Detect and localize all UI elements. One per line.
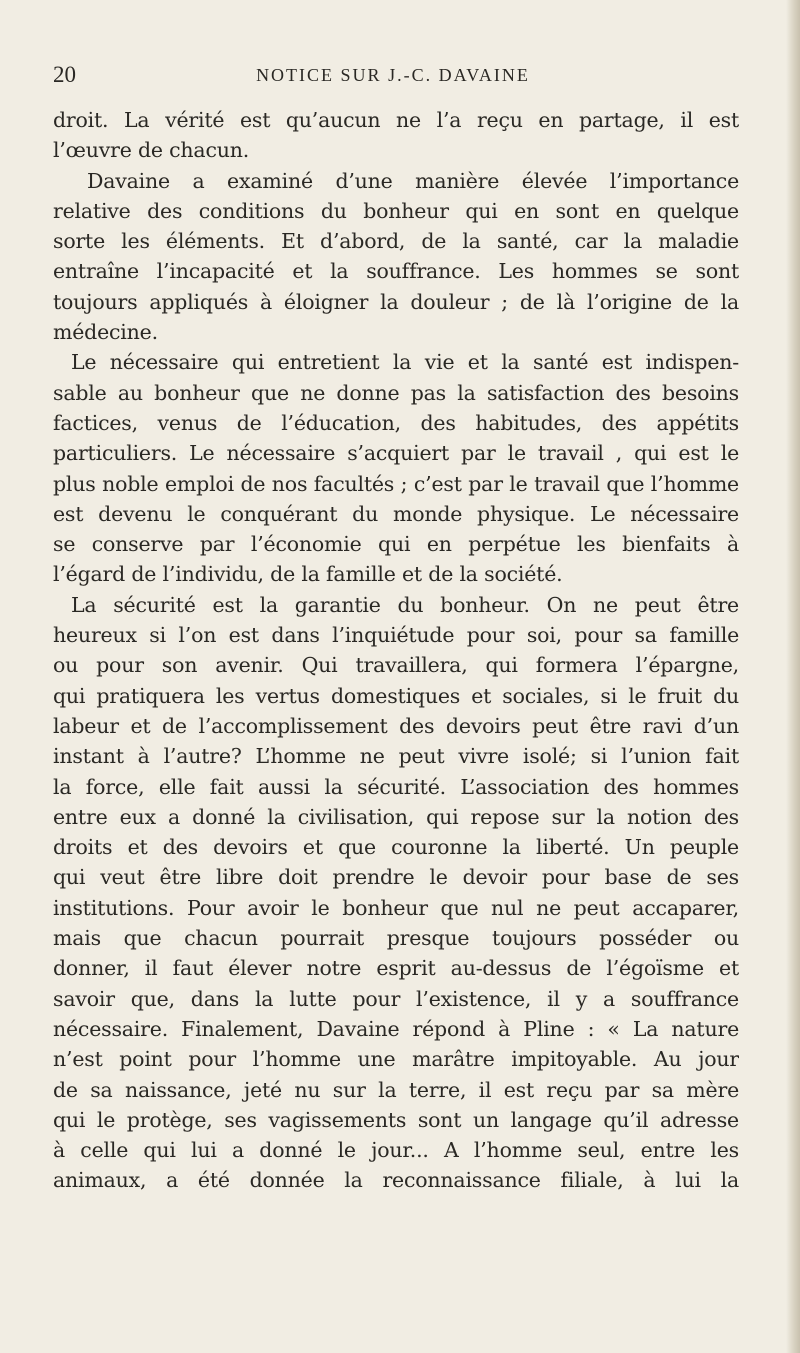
text-line: La sécurité est la garantie du bonheur. On ne peut être	[71, 592, 739, 617]
page-edge-shadow	[786, 0, 800, 1353]
text-line: nécessaire. Finalement, Davaine répond à Pline : « La nature	[53, 1016, 739, 1041]
text-line: Le nécessaire qui entretient la vie et la santé est indispen-	[71, 350, 739, 375]
text-line: savoir que, dans la lutte pour l’existence, il y a souffrance	[53, 986, 739, 1011]
text-line: animaux, a été donnée la reconnaissance filiale, à lui la	[53, 1168, 739, 1193]
text-line: est devenu le conquérant du monde physique. Le nécessaire	[53, 501, 739, 526]
page-number: 20	[53, 62, 76, 87]
text-line: relative des conditions du bonheur qui en sont en quelque	[53, 198, 739, 223]
text-line: l’égard de l’individu, de la famille et de la société.	[53, 562, 563, 587]
text-line: à celle qui lui a donné le jour... A l’homme seul, entre les	[53, 1138, 739, 1163]
text-line: de sa naissance, jeté nu sur la terre, il est reçu par sa mère	[53, 1077, 739, 1102]
text-line: l’œuvre de chacun.	[53, 138, 250, 163]
text-line: instant à l’autre? L’homme ne peut vivre isolé; si l’union fait	[53, 744, 739, 769]
text-line: particuliers. Le nécessaire s’acquiert par le travail , qui est le	[53, 441, 739, 466]
text-line: médecine.	[53, 320, 158, 345]
text-line: toujours appliqués à éloigner la douleur ; de là l’origine de la	[53, 289, 739, 314]
text-line: donner, il faut élever notre esprit au-dessus de l’égoïsme et	[53, 956, 739, 981]
text-line: qui veut être libre doit prendre le devoir pour base de ses	[53, 865, 739, 890]
text-line: droit. La vérité est qu’aucun ne l’a reçu en partage, il est	[53, 108, 739, 132]
running-title: NOTICE SUR J.-C. DAVAINE	[256, 65, 530, 85]
text-line: entre eux a donné la civilisation, qui repose sur la notion des	[53, 804, 739, 829]
text-line: heureux si l’on est dans l’inquiétude pour soi, pour sa famille	[53, 623, 739, 648]
text-line: se conserve par l’économie qui en perpétue les bienfaits à	[53, 532, 739, 557]
text-line: la force, elle fait aussi la sécurité. L’association des hommes	[53, 774, 739, 799]
page-header	[53, 58, 733, 92]
text-line: qui le protège, ses vagissements sont un langage qu’il adresse	[53, 1107, 739, 1132]
text-line: n’est point pour l’homme une marâtre impitoyable. Au jour	[53, 1047, 739, 1072]
text-line: factices, venus de l’éducation, des habitudes, des appétits	[53, 410, 739, 435]
text-line: sable au bonheur que ne donne pas la satisfaction des besoins	[53, 380, 739, 405]
text-line: entraîne l’incapacité et la souffrance. Les hommes se sont	[53, 259, 739, 284]
text-line: qui pratiquera les vertus domestiques et sociales, si le fruit du	[53, 683, 739, 708]
text-line: mais que chacun pourrait presque toujours posséder ou	[53, 926, 739, 951]
text-line: ou pour son avenir. Qui travaillera, qui formera l’épargne,	[53, 653, 739, 678]
text-line: droits et des devoirs et que couronne la liberté. Un peuple	[53, 835, 739, 860]
text-line: sorte les éléments. Et d’abord, de la santé, car la maladie	[53, 229, 739, 254]
text-line: institutions. Pour avoir le bonheur que nul ne peut accaparer,	[53, 895, 739, 920]
body-text	[53, 105, 739, 1196]
text-line: plus noble emploi de nos facultés ; c’est par le travail que l’homme	[53, 471, 739, 496]
text-line: labeur et de l’accomplissement des devoirs peut être ravi d’un	[53, 713, 739, 738]
text-line: Davaine a examiné d’une manière élevée l’importance	[87, 168, 739, 193]
